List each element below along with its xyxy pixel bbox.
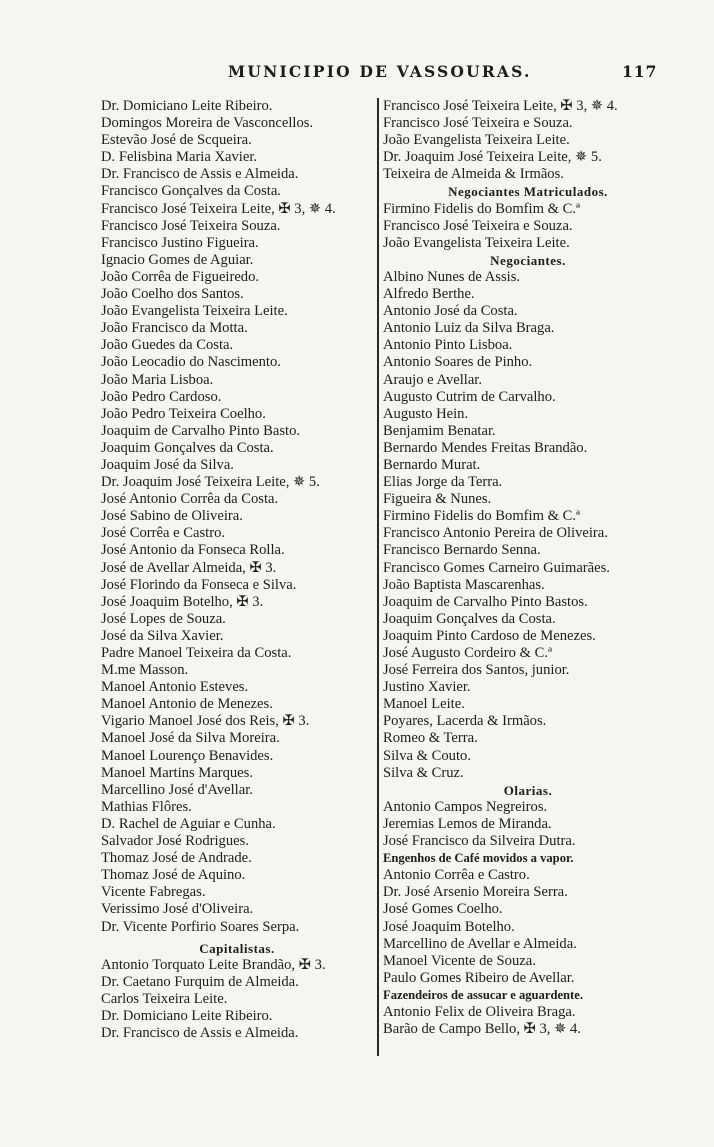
list-item: Carlos Teixeira Leite. [101,990,228,1007]
list-item: Dr. Francisco de Assis e Almeida. [101,166,299,183]
list-item: Justino Xavier. [383,679,471,696]
list-item: Vigario Manoel José dos Reis, ✠ 3. [101,713,310,730]
list-item: José Joaquim Botelho. [383,918,515,935]
list-item: Domingos Moreira de Vasconcellos. [101,115,314,132]
section-heading-capitalistas: Capitalistas. [199,940,275,956]
negociantes-matriculados-list [383,201,673,252]
list-item: José Joaquim Botelho, ✠ 3. [101,593,264,610]
section-heading-olarias: Olarias. [503,782,553,798]
list-item: João Coelho dos Santos. [101,286,244,303]
left-column [101,98,373,1042]
list-item: Thomaz José de Andrade. [101,850,252,867]
list-item: Manoel Leite. [383,696,465,713]
engenhos-list [383,867,673,987]
list-item: João Francisco da Motta. [101,320,248,337]
list-item: D. Felisbina Maria Xavier. [101,149,258,166]
list-item: Joaquim Gonçalves da Costa. [101,439,274,456]
list-item: José Antonio Corrêa da Costa. [101,491,279,508]
fazendeiros-list [383,1004,673,1038]
list-item: Bernardo Murat. [383,456,481,473]
list-item: José da Silva Xavier. [101,627,224,644]
list-item: Dr. Domiciano Leite Ribeiro. [101,98,273,114]
list-item: Silva & Cruz. [383,764,464,781]
list-item: Joaquim José da Silva. [101,456,234,473]
list-item: Araujo e Avellar. [383,371,483,388]
list-item: Dr. Joaquim José Teixeira Leite, ✵ 5. [101,474,320,491]
list-item: Francisco José Teixeira Souza. [101,217,281,234]
list-item: Francisco Gomes Carneiro Guimarães. [383,559,610,576]
list-item: Augusto Cutrim de Carvalho. [383,388,556,405]
list-item: Padre Manoel Teixeira da Costa. [101,645,292,661]
list-item: Antonio Pinto Lisboa. [383,337,513,354]
list-item: Ignacio Gomes de Aguiar. [101,251,254,268]
section-heading-negociantes-matriculados: Negociantes Matriculados. [448,184,608,200]
list-item: Joaquim Gonçalves da Costa. [383,610,556,627]
list-item: Antonio José da Costa. [383,303,518,320]
list-item: João Pedro Cardoso. [101,388,222,405]
list-item: Figueira & Nunes. [383,491,492,508]
list-item: Francisco José Teixeira Leite, ✠ 3, ✵ 4. [101,200,336,217]
list-item: Dr. Vicente Porfirio Soares Serpa. [101,918,300,935]
list-item: Poyares, Lacerda & Irmãos. [383,713,547,730]
section-heading-fazendeiros: Fazendeiros de assucar e aguardente. [383,987,583,1002]
list-item: Francisco José Teixeira e Souza. [383,115,573,132]
list-item: M.me Masson. [101,662,189,679]
left-entries-list [101,98,373,936]
list-item: Bernardo Mendes Freitas Brandão. [383,439,588,456]
negociantes-list [383,269,673,782]
list-item: Francisco José Teixeira e Souza. [383,217,573,234]
list-item: João Guedes da Costa. [101,337,234,354]
list-item: José Florindo da Fonseca e Silva. [101,576,297,593]
list-item: José Augusto Cordeiro & C.ª [383,645,553,661]
list-item: Dr. José Arsenio Moreira Serra. [383,884,568,901]
capitalistas-list [101,957,373,1042]
list-item: Teixeira de Almeida & Irmãos. [383,166,564,183]
list-item: Barão de Campo Bello, ✠ 3, ✵ 4. [383,1021,581,1038]
list-item: José Francisco da Silveira Dutra. [383,833,576,850]
list-item: Manoel Vicente de Souza. [383,952,536,969]
list-item: Marcellino José d'Avellar. [101,781,253,798]
list-item: Antonio Luiz da Silva Braga. [383,320,555,337]
list-item: Manoel Antonio de Menezes. [101,696,273,713]
section-heading-engenhos: Engenhos de Café movidos a vapor. [383,851,574,866]
list-item: José Lopes de Souza. [101,610,226,627]
list-item: Francisco José Teixeira Leite, ✠ 3, ✵ 4. [383,98,618,114]
list-item: João Pedro Teixeira Coelho. [101,405,266,422]
list-item: Francisco Antonio Pereira de Oliveira. [383,525,608,542]
list-item: Joaquim de Carvalho Pinto Bastos. [383,593,588,610]
list-item: Manoel José da Silva Moreira. [101,730,280,747]
list-item: Firmino Fidelis do Bomfim & C.ª [383,508,581,525]
list-item: João Evangelista Teixeira Leite. [383,234,570,251]
page-number: 117 [622,62,658,81]
list-item: Manoel Antonio Esteves. [101,679,249,696]
list-item: Antonio Campos Negreiros. [383,798,548,815]
list-item: José Corrêa e Castro. [101,525,226,542]
list-item: Estevão José de Scqueira. [101,132,252,149]
list-item: Romeo & Terra. [383,730,478,747]
list-item: João Baptista Mascarenhas. [383,576,545,593]
list-item: Joaquim Pinto Cardoso de Menezes. [383,627,596,644]
list-item: Salvador José Rodrigues. [101,833,249,850]
list-item: Silva & Couto. [383,747,471,764]
list-item: Albino Nunes de Assis. [383,268,521,285]
list-item: Antonio Soares de Pinho. [383,354,533,371]
list-item: Alfredo Berthe. [383,286,475,303]
list-item: Antonio Felix de Oliveira Braga. [383,1003,576,1020]
list-item: João Leocadio do Nascimento. [101,354,281,371]
list-item: João Maria Lisboa. [101,371,214,388]
list-item: José Gomes Coelho. [383,901,503,918]
list-item: Antonio Torquato Leite Brandão, ✠ 3. [101,956,326,973]
list-item: Dr. Caetano Furquim de Almeida. [101,973,299,990]
list-item: José de Avellar Almeida, ✠ 3. [101,559,277,576]
list-item: Dr. Domiciano Leite Ribeiro. [101,1007,273,1024]
list-item: Manoel Martins Marques. [101,764,253,781]
page-header [0,58,714,88]
section-heading-negociantes: Negociantes. [490,252,566,268]
list-item: Verissimo José d'Oliveira. [101,901,254,918]
list-item: Francisco Justino Figueira. [101,234,259,251]
list-item: José Sabino de Oliveira. [101,508,243,525]
list-item: Elias Jorge da Terra. [383,474,503,491]
list-item: José Antonio da Fonseca Rolla. [101,542,285,559]
list-item: Antonio Corrêa e Castro. [383,867,530,884]
list-item: D. Rachel de Aguiar e Cunha. [101,815,276,832]
list-item: José Ferreira dos Santos, junior. [383,662,570,679]
list-item: João Evangelista Teixeira Leite. [101,303,288,320]
list-item: Jeremias Lemos de Miranda. [383,815,552,832]
column-divider [377,98,379,1056]
right-column [383,98,673,1038]
list-item: Manoel Lourenço Benavides. [101,747,274,764]
olarias-list [383,799,673,850]
list-item: Vicente Fabregas. [101,884,206,901]
list-item: João Evangelista Teixeira Leite. [383,132,570,149]
list-item: Dr. Joaquim José Teixeira Leite, ✵ 5. [383,149,602,166]
list-item: Augusto Hein. [383,405,469,422]
list-item: Francisco Gonçalves da Costa. [101,183,281,200]
list-item: Benjamim Benatar. [383,422,496,439]
list-item: Mathias Flôres. [101,798,192,815]
list-item: Joaquim de Carvalho Pinto Basto. [101,422,301,439]
list-item: Dr. Francisco de Assis e Almeida. [101,1025,299,1042]
list-item: Marcellino de Avellar e Almeida. [383,935,577,952]
list-item: Paulo Gomes Ribeiro de Avellar. [383,969,575,986]
right-entries-list [383,98,673,183]
list-item: Thomaz José de Aquino. [101,867,246,884]
list-item: Francisco Bernardo Senna. [383,542,541,559]
running-title: MUNICIPIO DE VASSOURAS. [228,62,532,81]
list-item: João Corrêa de Figueiredo. [101,268,260,285]
list-item: Firmino Fidelis do Bomfim & C.ª [383,200,581,217]
